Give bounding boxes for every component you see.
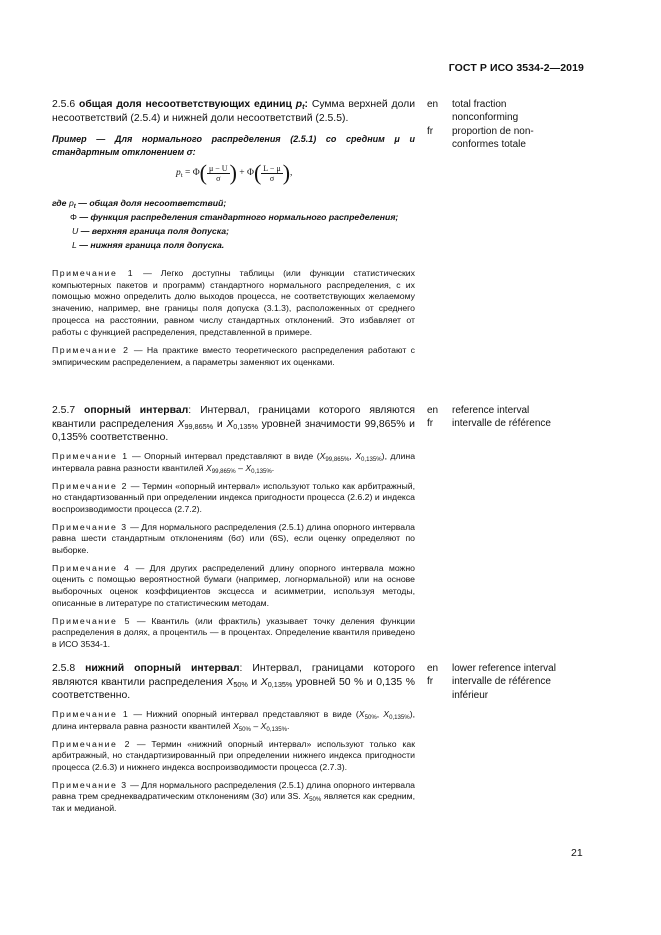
equivalents-2-5-7: en reference interval fr intervalle de référence bbox=[427, 405, 551, 430]
page-number: 21 bbox=[571, 847, 583, 859]
note-2: Примечание 2 — Термин «нижний опорный интервал» используют только как арбитражный, но стандартизированный при определении нижнего индекса пригодности процесса (2.6.3) и нижнего индекса воспроизводимости процесса (2.7.3). bbox=[52, 738, 416, 772]
legend: где $p_t$ — общая доля несоответствий; Φ — функция распределения стандартного нормального распределения; U — верхняя граница поля допуска; L — нижняя граница поля допуска. bbox=[52, 198, 399, 250]
notes-2-5-6 bbox=[52, 268, 415, 369]
note-3: Примечание 3 — Для нормального распределения (2.5.1) длина опорного интервала равна трем среднеквадратическим отклонениям (3σ) или 3S. $X_{50\%}$ является как средним, так и медианой. bbox=[52, 779, 415, 814]
term: общая доля несоответствующих единиц bbox=[78, 99, 292, 110]
note-1: Примечание 1 — Опорный интервал представляют в виде ($X_{99,865\%}$, $X_{0,135\%}$), длина интервала равна разности квантилей $X_{99,865\%} - X_{0,135\%}$. bbox=[52, 451, 416, 475]
note-5: Примечание 5 — Квантиль (или фрактиль) указывает точку деления функции распределения в долях, а процентиль — в процентах. Определение квантиля приведено в ИСО 3534-1. bbox=[52, 615, 416, 649]
note-1: Примечание 1 — Легко доступны таблицы (или функции статистических компьютерных пакетов и программ) стандартного нормального распределения, с их помощью можно определить долю выходов процесса, не соответствующих желаемому значению, например, вне границы поля допуска (3.1.3), расположенных от среднего процесса на расстоянии, равном числу стандартных отклонений. Это избавляет от работы с функцией распределения, представленной в примере. bbox=[52, 268, 416, 337]
running-header: ГОСТ Р ИСО 3534-2—2019 bbox=[448, 62, 584, 74]
note-2: Примечание 2 — На практике вместо теоретического распределения работают с эмпирическим распределением, а параметры заменяют их оценками. bbox=[52, 345, 416, 367]
section-2-5-6 bbox=[52, 98, 415, 159]
definition-2-5-6: 2.5.6 общая доля несоответствующих единиц $p_t$: Сумма верхней доли несоответствий (2.5.4) и нижней доли несоответствий (2.5.5). bbox=[52, 99, 416, 124]
equivalents-2-5-6: en total fraction nonconforming fr proportion de non- conformes totale bbox=[427, 99, 534, 151]
section-2-5-8 bbox=[52, 662, 415, 815]
formula: $p_t = \Phi$( $\frac{\mu - U}{\sigma}$ ) + Φ( $\frac{L - \mu}{\sigma}$ ), bbox=[176, 160, 293, 185]
example: Пример — Для нормального распределения (2.5.1) со средним μ и стандартным отклонением σ: bbox=[52, 134, 415, 158]
section-2-5-7 bbox=[52, 404, 415, 651]
note-2: Примечание 2 — Термин «опорный интервал» используют только как арбитражный, но стандартизованный при определении индекса пригодности процесса (2.6.2) и индекса воспроизводимости процесса (2.7.2). bbox=[52, 480, 415, 514]
definition-2-5-8: 2.5.8 нижний опорный интервал: Интервал, границами которого являются квантили распределения $X_{50\%}$ и $X_{0,135\%}$ уровней 50 % и 0,135 % соответственно. bbox=[52, 663, 416, 702]
note-4: Примечание 4 — Для других распределений длину опорного интервала можно оценить с помощью вероятностной бумаги (например, логнормальной) или на основе выборочных оценок коэффициентов эксцесса и асимметрии, используя методы, описанные в литературе по статистическим методам. bbox=[52, 562, 415, 608]
note-1: Примечание 1 — Нижний опорный интервал представляют в виде ($X_{50\%}$, $X_{0,135\%}$), длина интервала равна разности квантилей $X_{50\%} - X_{0,135\%}$. bbox=[52, 709, 416, 733]
equivalents-2-5-8: en lower reference interval fr intervalle de référence inférieur bbox=[427, 663, 556, 701]
note-3: Примечание 3 — Для нормального распределения (2.5.1) длина опорного интервала равна шести стандартным отклонениям (6σ) или (6S), если оценку определяют по выборке. bbox=[52, 521, 415, 556]
definition-2-5-7: 2.5.7 опорный интервал: Интервал, границами которого являются квантили распределения $X_{99,865\%}$ и $X_{0,135\%}$ уровней значимости 99,865% и 0,135% соответственно. bbox=[52, 405, 416, 444]
